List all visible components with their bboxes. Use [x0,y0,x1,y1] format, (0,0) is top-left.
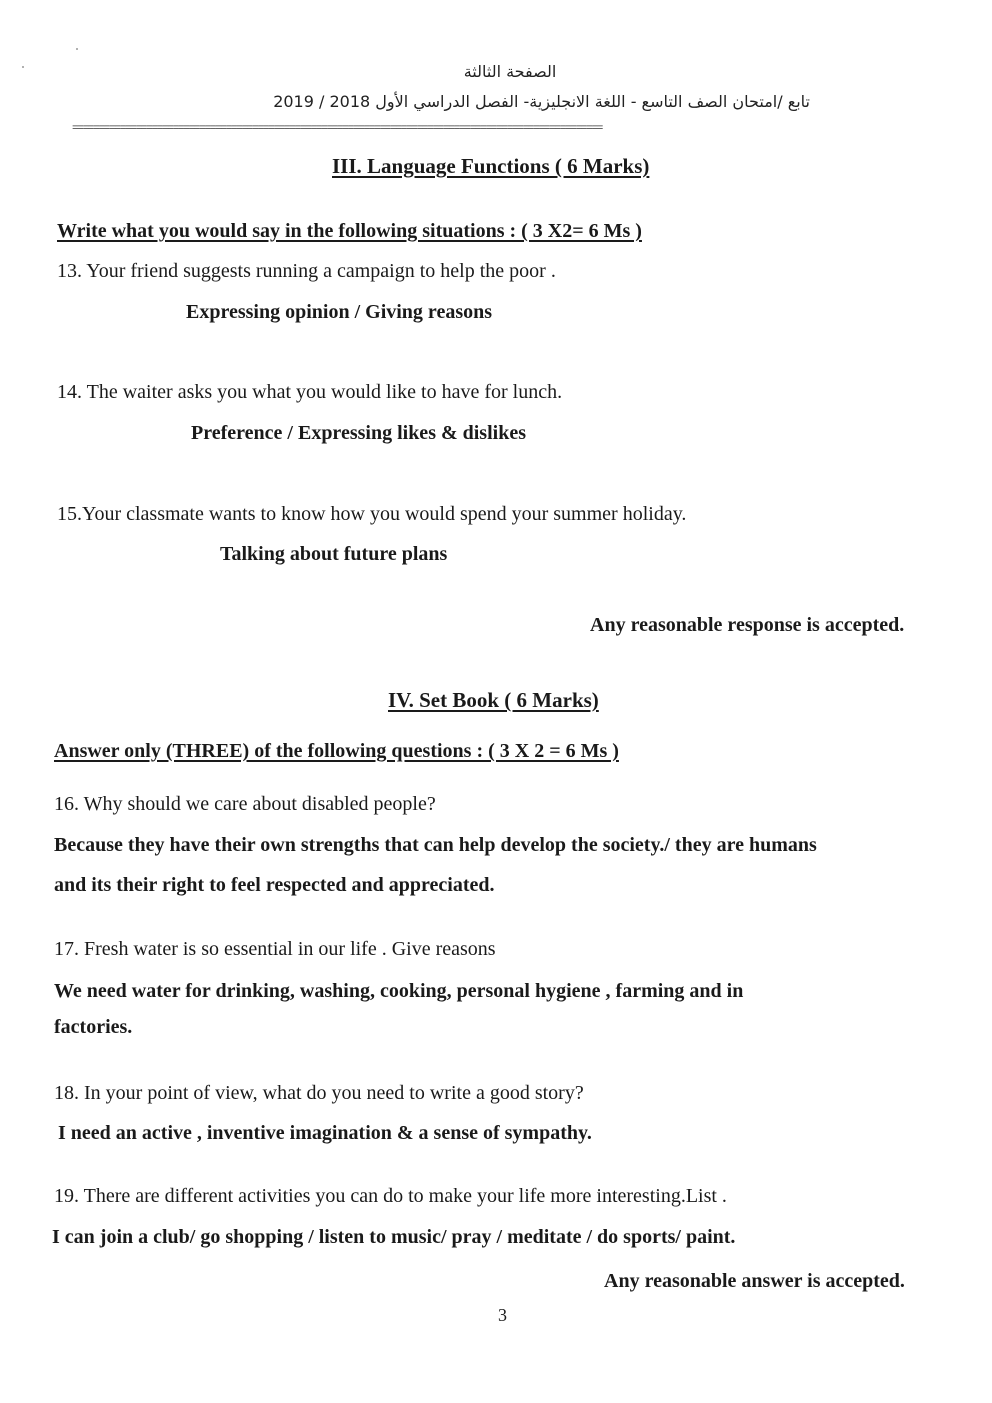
page-number: 3 [498,1305,507,1325]
separator-line: ==================================================================================================== [72,124,603,135]
answer-17-line-1: We need water for drinking, washing, cooking, personal hygiene , farming and in [54,980,744,1002]
exam-subtitle: تابع /امتحان الصف التاسع - اللغة الانجليزية- الفصل الدراسي الأول 2018 / 2019 [273,92,810,111]
question-15: 15.Your classmate wants to know how you would spend your summer holiday. [57,503,687,525]
question-19: 19. There are different activities you can do to make your life more interesting.List . [54,1185,727,1207]
answer-19: I can join a club/ go shopping / listen to music/ pray / meditate / do sports/ paint. [52,1226,736,1248]
question-18: 18. In your point of view, what do you need to write a good story? [54,1082,584,1104]
answer-17-line-2: factories. [54,1016,133,1038]
page-label: الصفحة الثالثة [463,62,557,81]
section-instruction: Write what you would say in the following situations : ( 3 X2= 6 Ms ) [57,220,642,242]
answer-16-line-2: and its their right to feel respected and appreciated. [54,874,495,896]
section-instruction: Answer only (THREE) of the following questions : ( 3 X 2 = 6 Ms ) [54,740,619,762]
answer-15: Talking about future plans [220,543,448,565]
question-14: 14. The waiter asks you what you would like to have for lunch. [57,381,563,403]
answer-13: Expressing opinion / Giving reasons [186,301,493,323]
answer-18: I need an active , inventive imagination & a sense of sympathy. [58,1122,592,1144]
acceptance-note: Any reasonable response is accepted. [590,614,905,636]
question-16: 16. Why should we care about disabled people? [54,793,436,815]
section-title-set-book: IV. Set Book ( 6 Marks) [388,688,599,712]
section-title-language-functions: III. Language Functions ( 6 Marks) [332,154,650,178]
scan-speck [76,48,78,50]
question-13: 13. Your friend suggests running a campaign to help the poor . [57,260,556,282]
answer-14: Preference / Expressing likes & dislikes [191,422,526,444]
answer-16-line-1: Because they have their own strengths that can help develop the society./ they are humans [54,834,817,856]
acceptance-note: Any reasonable answer is accepted. [604,1270,905,1292]
question-17: 17. Fresh water is so essential in our life . Give reasons [54,938,496,960]
